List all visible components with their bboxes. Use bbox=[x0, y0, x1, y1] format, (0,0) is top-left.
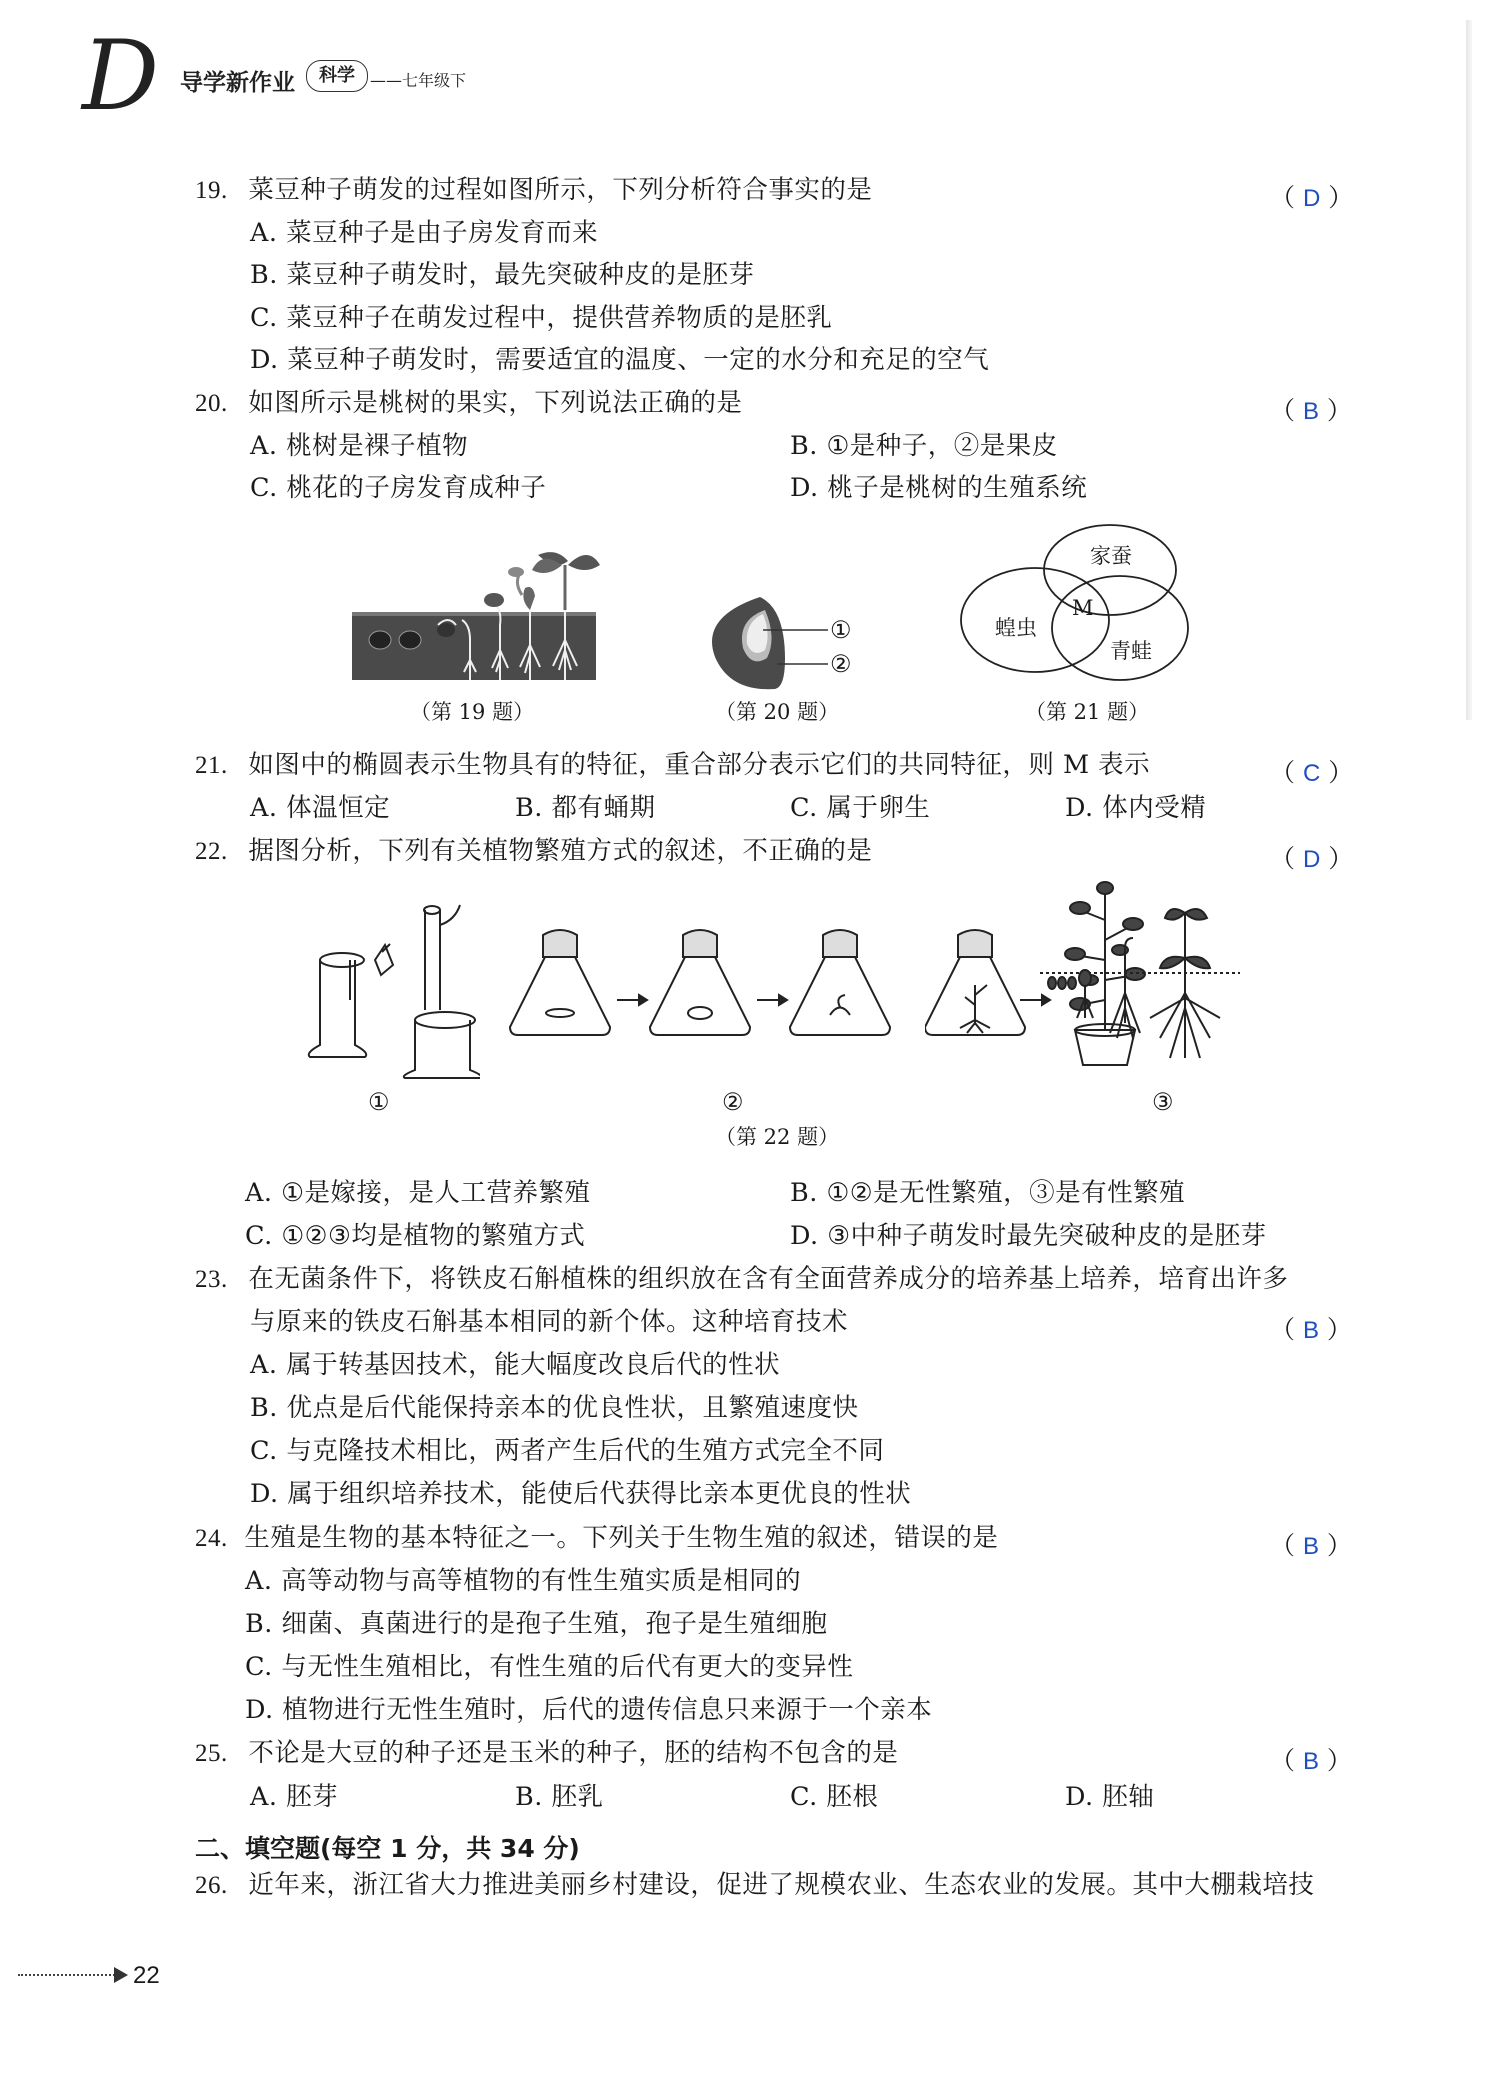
option-19d: D. 菜豆种子萌发时，需要适宜的温度、一定的水分和充足的空气 bbox=[250, 345, 990, 375]
answer-letter: D bbox=[1302, 846, 1321, 873]
answer-19: （ D ） bbox=[1270, 183, 1354, 212]
question-stem-line-1: 在无菌条件下，将铁皮石斛植株的组织放在含有全面营养成分的培养基上培养，培育出许多 bbox=[248, 1264, 1289, 1294]
question-number: 20. bbox=[195, 390, 228, 417]
answer-25: （ B ） bbox=[1270, 1746, 1352, 1775]
figure-22-seed-germination bbox=[1040, 898, 1240, 1068]
right-edge-shadow bbox=[1466, 20, 1472, 720]
option-24b: B. 细菌、真菌进行的是孢子生殖，孢子是生殖细胞 bbox=[245, 1609, 828, 1639]
flask-3 bbox=[790, 930, 890, 1035]
question-number: 25. bbox=[195, 1740, 228, 1767]
header bbox=[0, 0, 1500, 132]
figure-22-caption: （第 22 题） bbox=[715, 1125, 840, 1149]
answer-letter: C bbox=[1302, 760, 1321, 787]
option-22a: A. ①是嫁接，是人工营养繁殖 bbox=[245, 1178, 591, 1208]
figure-20-caption: （第 20 题） bbox=[715, 700, 840, 724]
option-24c: C. 与无性生殖相比，有性生殖的后代有更大的变异性 bbox=[245, 1652, 854, 1682]
flask-2 bbox=[650, 930, 750, 1035]
venn-label-right: 青蛙 bbox=[1110, 639, 1152, 663]
question-21 bbox=[195, 750, 1151, 780]
option-20b: B. ①是种子，②是果皮 bbox=[790, 431, 1058, 461]
answer-letter: B bbox=[1302, 1533, 1319, 1560]
question-number: 23. bbox=[195, 1266, 228, 1293]
option-20a: A. 桃树是裸子植物 bbox=[250, 431, 469, 461]
option-22d: D. ③中种子萌发时最先突破种皮的是胚芽 bbox=[790, 1221, 1267, 1251]
question-number: 19. bbox=[195, 177, 228, 204]
option-25d: D. 胚轴 bbox=[1065, 1782, 1155, 1812]
option-19b: B. 菜豆种子萌发时，最先突破种皮的是胚芽 bbox=[250, 260, 755, 290]
section-2-heading: 二、填空题(每空 1 分，共 34 分) bbox=[195, 1834, 580, 1863]
footer-arrow-icon bbox=[114, 1967, 128, 1983]
option-23c: C. 与克隆技术相比，两者产生后代的生殖方式完全不同 bbox=[250, 1436, 885, 1466]
option-22b: B. ①②是无性繁殖，③是有性繁殖 bbox=[790, 1178, 1186, 1208]
question-24 bbox=[195, 1523, 999, 1553]
question-20 bbox=[195, 388, 743, 418]
answer-24: （ B ） bbox=[1270, 1531, 1352, 1560]
answer-letter: B bbox=[1302, 1317, 1319, 1344]
option-19a: A. 菜豆种子是由子房发育而来 bbox=[250, 218, 599, 248]
option-20d: D. 桃子是桃树的生殖系统 bbox=[790, 473, 1088, 503]
answer-22: （ D ） bbox=[1270, 844, 1354, 873]
question-stem: 如图所示是桃树的果实，下列说法正确的是 bbox=[248, 388, 743, 418]
option-20c: C. 桃花的子房发育成种子 bbox=[250, 473, 547, 503]
option-21d: D. 体内受精 bbox=[1065, 793, 1207, 823]
question-number: 24. bbox=[195, 1525, 228, 1552]
question-stem: 不论是大豆的种子还是玉米的种子，胚的结构不包含的是 bbox=[248, 1738, 899, 1768]
figure-19-caption: （第 19 题） bbox=[410, 700, 535, 724]
option-23b: B. 优点是后代能保持亲本的优良性状，且繁殖速度快 bbox=[250, 1393, 859, 1423]
footer-dotted-arrow bbox=[18, 1974, 118, 1976]
option-22c: C. ①②③均是植物的繁殖方式 bbox=[245, 1221, 586, 1251]
option-23a: A. 属于转基因技术，能大幅度改良后代的性状 bbox=[250, 1350, 781, 1380]
figure-19-seed-germination bbox=[350, 530, 600, 685]
question-number: 22. bbox=[195, 838, 228, 865]
venn-label-left: 蝗虫 bbox=[995, 616, 1037, 640]
option-21c: C. 属于卵生 bbox=[790, 793, 931, 823]
question-stem: 菜豆种子萌发的过程如图所示，下列分析符合事实的是 bbox=[248, 175, 873, 205]
question-number: 21. bbox=[195, 752, 228, 779]
option-25b: B. 胚乳 bbox=[515, 1782, 604, 1812]
figure-22-tissue-culture bbox=[505, 895, 985, 1070]
flask-1 bbox=[510, 930, 610, 1035]
header-subject: 科学 bbox=[319, 65, 355, 86]
figure-22-grafting bbox=[300, 900, 480, 1080]
header-logo: D bbox=[82, 20, 159, 132]
option-23d: D. 属于组织培养技术，能使后代获得比亲本更优良的性状 bbox=[250, 1479, 912, 1509]
question-23-line-2: 与原来的铁皮石斛基本相同的新个体。这种培育技术 bbox=[250, 1307, 849, 1337]
question-22 bbox=[195, 836, 873, 866]
venn-label-center: M bbox=[1072, 596, 1094, 620]
question-19 bbox=[195, 175, 873, 205]
answer-20: （ B ） bbox=[1270, 396, 1352, 425]
option-25a: A. 胚芽 bbox=[250, 1782, 339, 1812]
figure-20-label-1: ① bbox=[830, 616, 852, 644]
figure-22-label-3: ③ bbox=[1152, 1088, 1174, 1116]
question-stem: 近年来，浙江省大力推进美丽乡村建设，促进了规模农业、生态农业的发展。其中大棚栽培技 bbox=[248, 1870, 1315, 1900]
question-stem: 据图分析，下列有关植物繁殖方式的叙述，不正确的是 bbox=[248, 836, 873, 866]
header-grade: ——七年级下 bbox=[370, 71, 467, 90]
question-stem: 如图中的椭圆表示生物具有的特征，重合部分表示它们的共同特征，则 M 表示 bbox=[248, 750, 1151, 780]
venn-label-top: 家蚕 bbox=[1090, 544, 1132, 568]
answer-letter: B bbox=[1302, 398, 1319, 425]
page-number: 22 bbox=[133, 1962, 160, 1989]
answer-23: （ B ） bbox=[1270, 1315, 1352, 1344]
option-19c: C. 菜豆种子在萌发过程中，提供营养物质的是胚乳 bbox=[250, 303, 833, 333]
option-21b: B. 都有蛹期 bbox=[515, 793, 656, 823]
answer-letter: D bbox=[1302, 185, 1321, 212]
figure-21-caption: （第 21 题） bbox=[1025, 700, 1150, 724]
figure-22-label-2: ② bbox=[722, 1088, 744, 1116]
option-24d: D. 植物进行无性生殖时，后代的遗传信息只来源于一个亲本 bbox=[245, 1695, 933, 1725]
question-number: 26. bbox=[195, 1872, 228, 1899]
question-25 bbox=[195, 1738, 899, 1768]
question-23 bbox=[195, 1264, 1289, 1294]
figure-22-label-1: ① bbox=[368, 1088, 390, 1116]
question-stem: 生殖是生物的基本特征之一。下列关于生物生殖的叙述，错误的是 bbox=[244, 1523, 999, 1553]
option-24a: A. 高等动物与高等植物的有性生殖实质是相同的 bbox=[245, 1566, 802, 1596]
header-subject-badge bbox=[306, 60, 368, 92]
header-title: 导学新作业 bbox=[180, 70, 295, 96]
answer-21: （ C ） bbox=[1270, 758, 1354, 787]
answer-letter: B bbox=[1302, 1748, 1319, 1775]
figure-20-label-2: ② bbox=[830, 650, 852, 678]
question-26 bbox=[195, 1870, 1315, 1900]
option-21a: A. 体温恒定 bbox=[250, 793, 391, 823]
option-25c: C. 胚根 bbox=[790, 1782, 879, 1812]
